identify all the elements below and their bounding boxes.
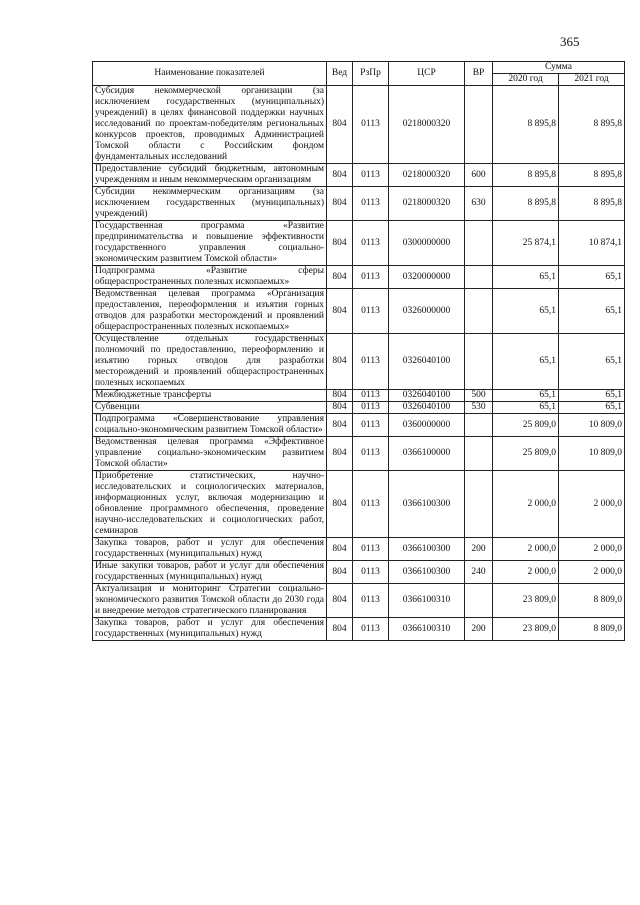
cell-csr: 0326000000 — [389, 289, 465, 334]
cell-vr — [465, 584, 493, 618]
table-row — [93, 221, 625, 266]
cell-vr: 240 — [465, 561, 493, 584]
table-row — [93, 390, 625, 402]
cell-ved: 804 — [327, 221, 353, 266]
cell-y2020: 25 809,0 — [493, 414, 559, 437]
cell-name: Субсидии некоммерческим организациям (за исключением государственных (муниципальных) учреждений) — [93, 187, 327, 221]
cell-rzpr: 0113 — [353, 402, 389, 414]
cell-y2020: 8 895,8 — [493, 164, 559, 187]
cell-y2021: 8 809,0 — [559, 618, 625, 641]
cell-y2020: 2 000,0 — [493, 538, 559, 561]
cell-csr: 0366100000 — [389, 437, 465, 471]
cell-ved: 804 — [327, 390, 353, 402]
cell-ved: 804 — [327, 618, 353, 641]
cell-name: Подпрограмма «Совершенствование управления социально-экономическим развитием Томской области» — [93, 414, 327, 437]
table-row — [93, 187, 625, 221]
cell-name: Подпрограмма «Развитие сферы общераспространенных полезных ископаемых» — [93, 266, 327, 289]
cell-y2021: 10 809,0 — [559, 414, 625, 437]
cell-name: Ведомственная целевая программа «Организация предоставления, переоформления и изъятия горных отводов для разработки месторождений и проявлений общераспространенных полезных ископаемых» — [93, 289, 327, 334]
cell-vr — [465, 289, 493, 334]
cell-ved: 804 — [327, 538, 353, 561]
cell-name: Приобретение статистических, научно-исследовательских и социологических материалов, информационных услуг, включая модернизацию и обновление программного обеспечения, проведение научно-исследовательских и социологических работ, семинаров — [93, 471, 327, 538]
cell-csr: 0366100310 — [389, 618, 465, 641]
cell-y2021: 2 000,0 — [559, 471, 625, 538]
cell-y2021: 65,1 — [559, 390, 625, 402]
cell-y2021: 2 000,0 — [559, 538, 625, 561]
header-vr: ВР — [465, 62, 493, 86]
table-row — [93, 414, 625, 437]
header-name: Наименование показателей — [93, 62, 327, 86]
cell-rzpr: 0113 — [353, 390, 389, 402]
cell-y2020: 65,1 — [493, 289, 559, 334]
table-row — [93, 538, 625, 561]
header-sum: Сумма — [493, 62, 625, 74]
cell-rzpr: 0113 — [353, 618, 389, 641]
cell-name: Предоставление субсидий бюджетным, автономным учреждениям и иным некоммерческим организациям — [93, 164, 327, 187]
cell-y2021: 10 874,1 — [559, 221, 625, 266]
cell-csr: 0218000320 — [389, 187, 465, 221]
cell-vr: 600 — [465, 164, 493, 187]
table-row — [93, 437, 625, 471]
cell-csr: 0300000000 — [389, 221, 465, 266]
cell-csr: 0326040100 — [389, 390, 465, 402]
page-number: 365 — [560, 34, 580, 49]
cell-y2020: 23 809,0 — [493, 584, 559, 618]
header-csr: ЦСР — [389, 62, 465, 86]
cell-vr — [465, 266, 493, 289]
cell-csr: 0366100300 — [389, 561, 465, 584]
table-row — [93, 618, 625, 641]
cell-y2021: 8 895,8 — [559, 164, 625, 187]
cell-name: Актуализация и мониторинг Стратегии социально-экономического развития Томской области до 2030 года и внедрение методов стратегического планирования — [93, 584, 327, 618]
cell-rzpr: 0113 — [353, 164, 389, 187]
cell-y2020: 2 000,0 — [493, 561, 559, 584]
cell-name: Ведомственная целевая программа «Эффективное управление социально-экономическим развитием Томской области» — [93, 437, 327, 471]
table-row — [93, 402, 625, 414]
cell-csr: 0218000320 — [389, 86, 465, 164]
cell-name: Субсидия некоммерческой организации (за исключением государственных (муниципальных) учреждений) в целях финансовой поддержки научных исследований по проектам-победителям региональных конкурсов проектов, проводимых Администрацией Томской области с Российским фондом фундаментальных исследований — [93, 86, 327, 164]
table-row — [93, 584, 625, 618]
cell-rzpr: 0113 — [353, 266, 389, 289]
cell-y2020: 8 895,8 — [493, 187, 559, 221]
table-row — [93, 471, 625, 538]
cell-vr: 500 — [465, 390, 493, 402]
cell-y2020: 65,1 — [493, 402, 559, 414]
cell-csr: 0326040100 — [389, 402, 465, 414]
cell-y2021: 8 895,8 — [559, 86, 625, 164]
header-rzpr: РзПр — [353, 62, 389, 86]
cell-y2020: 23 809,0 — [493, 618, 559, 641]
table-row — [93, 289, 625, 334]
cell-name: Осуществление отдельных государственных полномочий по предоставлению, переоформлению и изъятию горных отводов для разработки месторождений и проявлений общераспространенных полезных ископаемых — [93, 334, 327, 390]
cell-csr: 0360000000 — [389, 414, 465, 437]
cell-y2020: 8 895,8 — [493, 86, 559, 164]
cell-rzpr: 0113 — [353, 584, 389, 618]
cell-rzpr: 0113 — [353, 334, 389, 390]
cell-y2021: 8 895,8 — [559, 187, 625, 221]
cell-name: Закупка товаров, работ и услуг для обеспечения государственных (муниципальных) нужд — [93, 618, 327, 641]
cell-ved: 804 — [327, 414, 353, 437]
cell-csr: 0218000320 — [389, 164, 465, 187]
cell-csr: 0326040100 — [389, 334, 465, 390]
table-row — [93, 266, 625, 289]
cell-ved: 804 — [327, 86, 353, 164]
cell-ved: 804 — [327, 266, 353, 289]
table-row — [93, 164, 625, 187]
cell-y2020: 25 874,1 — [493, 221, 559, 266]
cell-ved: 804 — [327, 402, 353, 414]
cell-csr: 0320000000 — [389, 266, 465, 289]
header-ved: Вед — [327, 62, 353, 86]
cell-y2020: 65,1 — [493, 390, 559, 402]
cell-ved: 804 — [327, 561, 353, 584]
cell-vr — [465, 221, 493, 266]
cell-csr: 0366100300 — [389, 538, 465, 561]
cell-y2021: 10 809,0 — [559, 437, 625, 471]
cell-rzpr: 0113 — [353, 289, 389, 334]
cell-vr: 630 — [465, 187, 493, 221]
cell-vr — [465, 414, 493, 437]
cell-rzpr: 0113 — [353, 538, 389, 561]
cell-y2020: 65,1 — [493, 266, 559, 289]
cell-vr: 200 — [465, 538, 493, 561]
cell-ved: 804 — [327, 437, 353, 471]
cell-vr — [465, 437, 493, 471]
cell-name: Государственная программа «Развитие предпринимательства и повышение эффективности государственного управления социально-экономическим развитием Томской области» — [93, 221, 327, 266]
header-2021: 2021 год — [559, 74, 625, 86]
cell-name: Субвенции — [93, 402, 327, 414]
cell-y2021: 8 809,0 — [559, 584, 625, 618]
cell-y2020: 65,1 — [493, 334, 559, 390]
cell-ved: 804 — [327, 289, 353, 334]
cell-rzpr: 0113 — [353, 221, 389, 266]
cell-vr — [465, 334, 493, 390]
cell-ved: 804 — [327, 164, 353, 187]
table-body — [93, 86, 625, 641]
cell-rzpr: 0113 — [353, 86, 389, 164]
cell-ved: 804 — [327, 584, 353, 618]
table-row — [93, 86, 625, 164]
cell-ved: 804 — [327, 187, 353, 221]
cell-vr: 530 — [465, 402, 493, 414]
cell-rzpr: 0113 — [353, 561, 389, 584]
cell-y2021: 65,1 — [559, 266, 625, 289]
cell-name: Закупка товаров, работ и услуг для обеспечения государственных (муниципальных) нужд — [93, 538, 327, 561]
cell-y2020: 2 000,0 — [493, 471, 559, 538]
header-2020: 2020 год — [493, 74, 559, 86]
cell-ved: 804 — [327, 471, 353, 538]
cell-csr: 0366100300 — [389, 471, 465, 538]
cell-name: Иные закупки товаров, работ и услуг для обеспечения государственных (муниципальных) нужд — [93, 561, 327, 584]
cell-y2021: 65,1 — [559, 334, 625, 390]
cell-y2021: 65,1 — [559, 402, 625, 414]
cell-rzpr: 0113 — [353, 437, 389, 471]
cell-vr: 200 — [465, 618, 493, 641]
cell-vr — [465, 471, 493, 538]
cell-rzpr: 0113 — [353, 187, 389, 221]
cell-name: Межбюджетные трансферты — [93, 390, 327, 402]
cell-y2020: 25 809,0 — [493, 437, 559, 471]
table-row — [93, 334, 625, 390]
cell-csr: 0366100310 — [389, 584, 465, 618]
budget-table — [92, 61, 625, 641]
cell-rzpr: 0113 — [353, 414, 389, 437]
cell-y2021: 2 000,0 — [559, 561, 625, 584]
cell-vr — [465, 86, 493, 164]
table-row — [93, 561, 625, 584]
cell-y2021: 65,1 — [559, 289, 625, 334]
cell-rzpr: 0113 — [353, 471, 389, 538]
cell-ved: 804 — [327, 334, 353, 390]
